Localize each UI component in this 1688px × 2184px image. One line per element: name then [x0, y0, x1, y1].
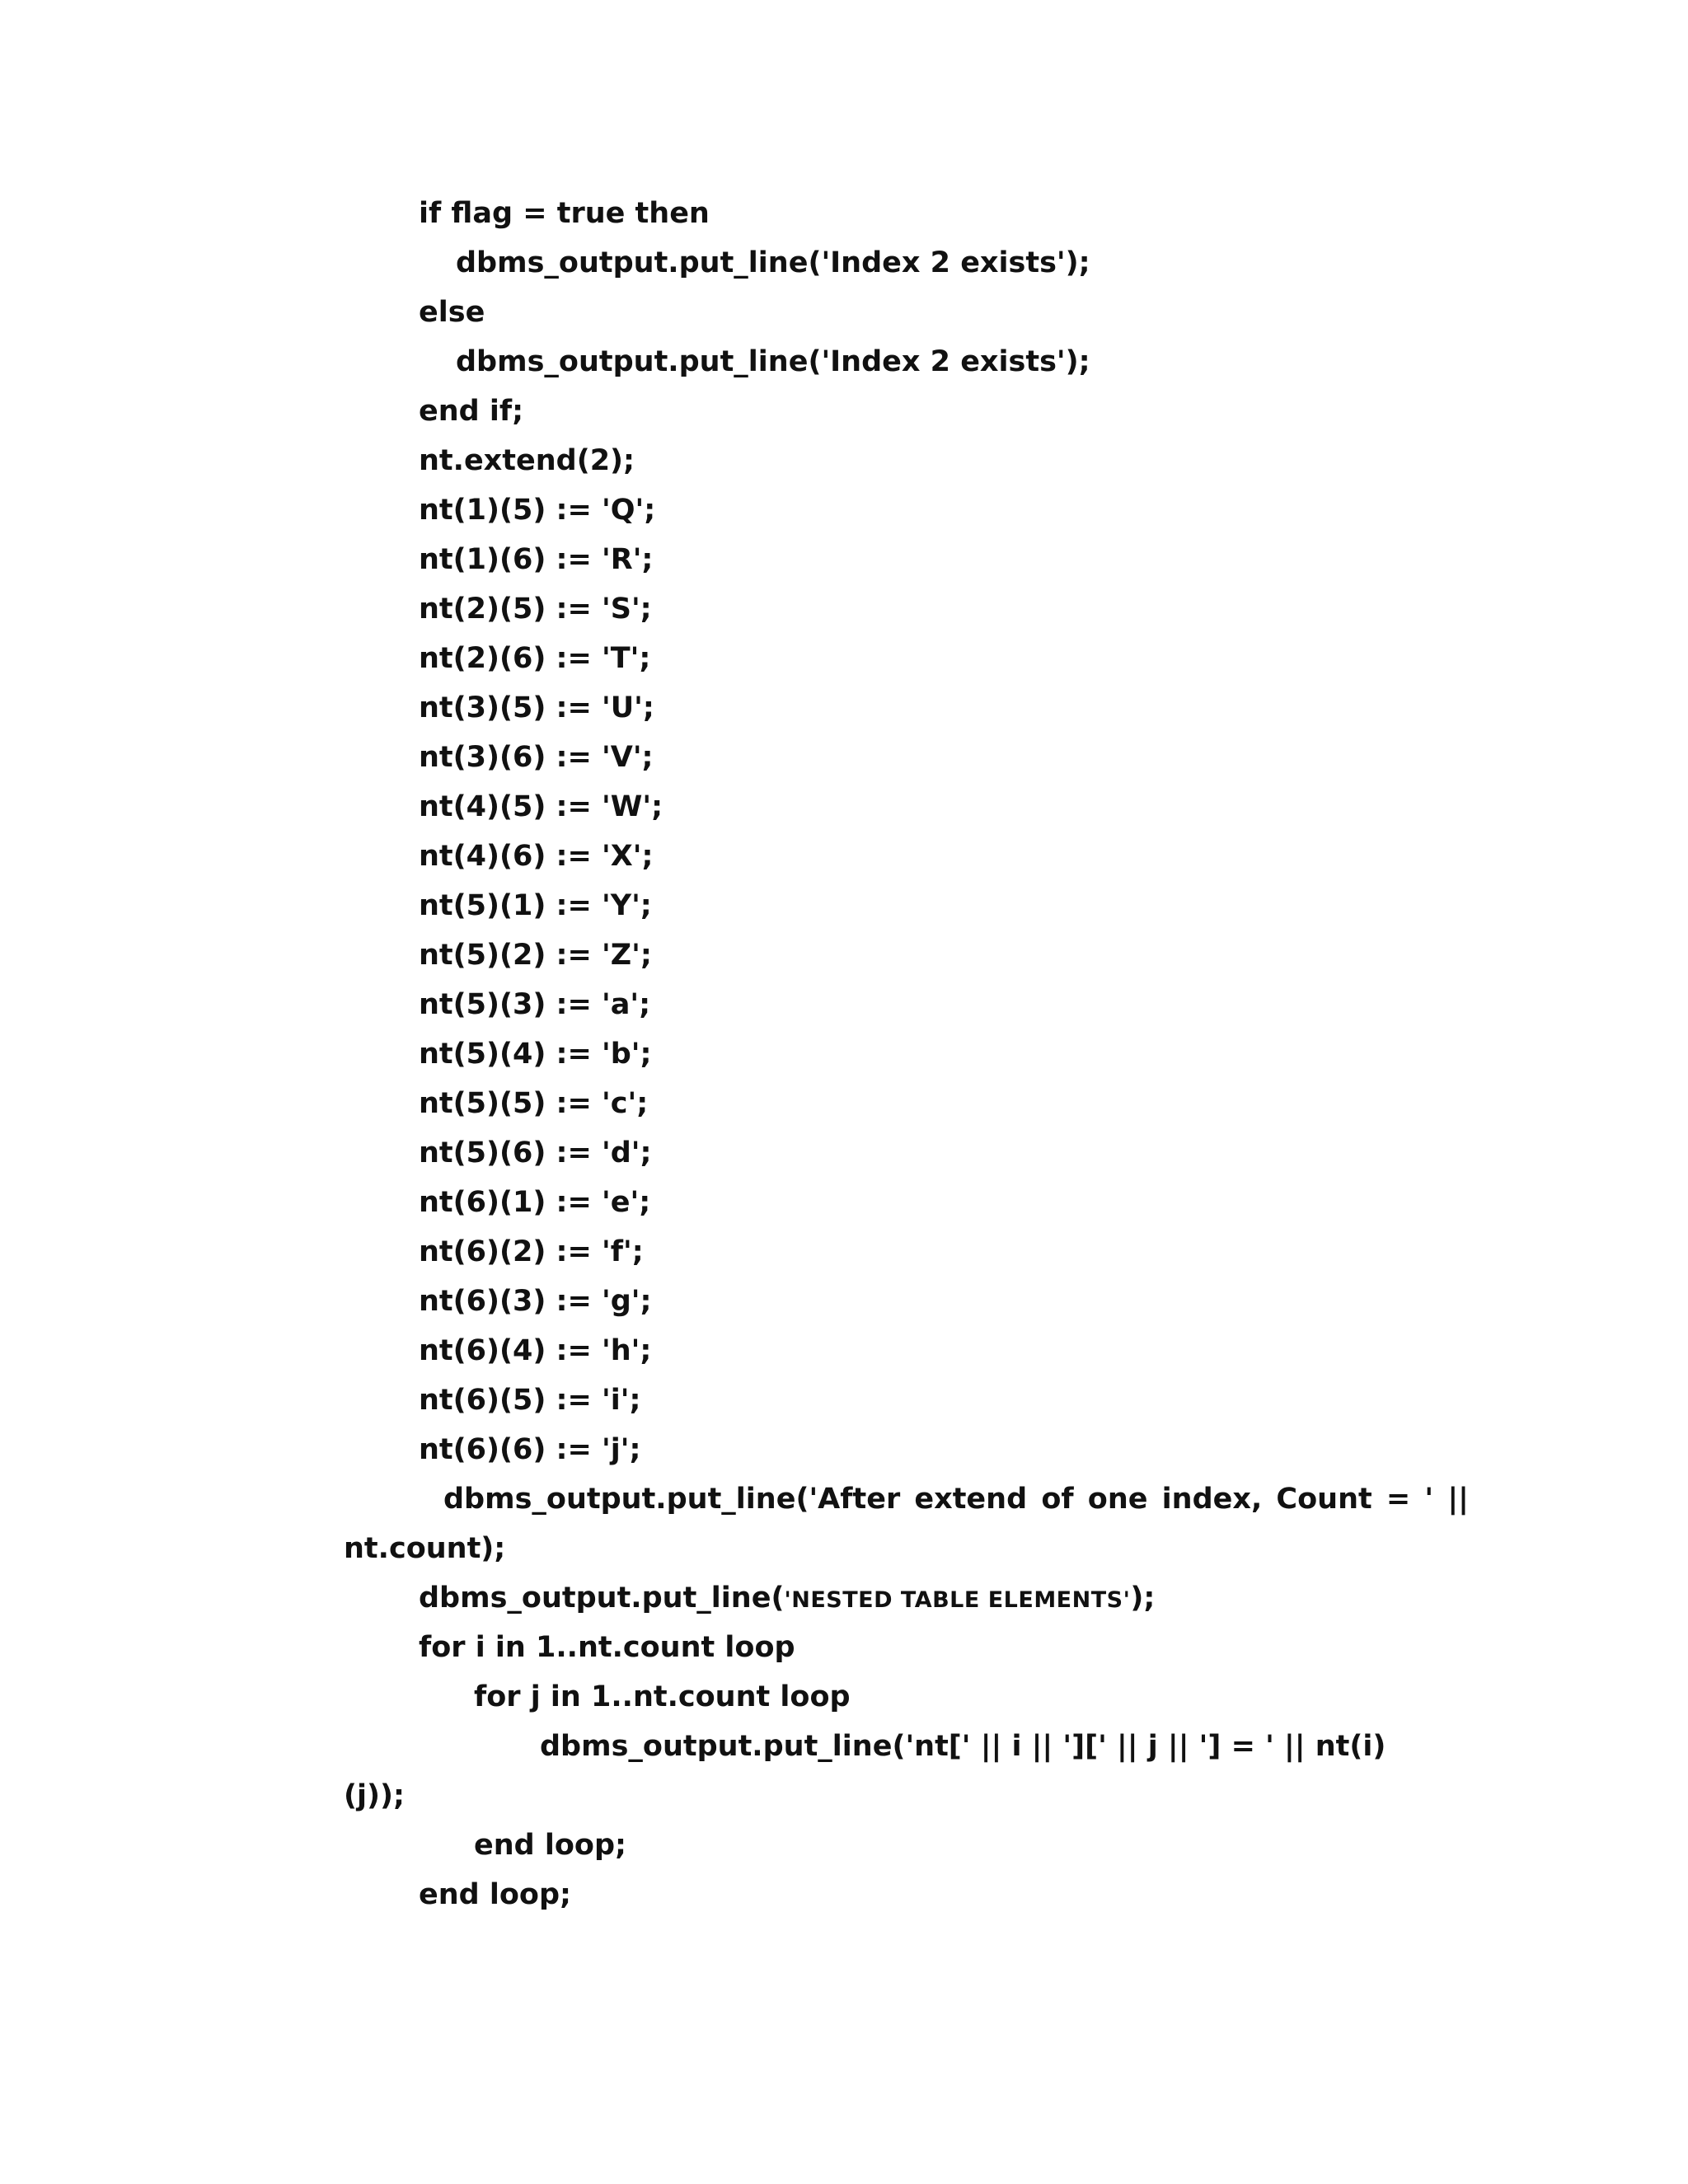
code-line: dbms_output.put_line('nt[' || i || '][' || j || '] = ' || nt(i) — [540, 1730, 1386, 1763]
nested-header-literal: 'NESTED TABLE ELEMENTS' — [784, 1587, 1131, 1613]
code-line: nt(6)(4) := 'h'; — [419, 1334, 652, 1367]
code-line: nt(5)(2) := 'Z'; — [419, 939, 652, 972]
code-line: nt(5)(5) := 'c'; — [419, 1087, 649, 1120]
code-line: nt(2)(5) := 'S'; — [419, 593, 652, 626]
code-line: nt.count); — [344, 1532, 506, 1565]
code-line: nt(6)(2) := 'f'; — [419, 1235, 644, 1268]
code-line: end loop; — [419, 1878, 572, 1911]
code-line: for i in 1..nt.count loop — [419, 1631, 795, 1664]
code-line: nt(3)(6) := 'V'; — [419, 741, 654, 774]
code-line: nt(5)(1) := 'Y'; — [419, 889, 652, 922]
code-line: nt(1)(6) := 'R'; — [419, 543, 654, 576]
code-text: ); — [1130, 1582, 1156, 1615]
code-line: nt(6)(1) := 'e'; — [419, 1186, 651, 1219]
code-line: nt(6)(5) := 'i'; — [419, 1384, 641, 1417]
code-line: else — [419, 296, 485, 329]
code-line: nt(4)(5) := 'W'; — [419, 790, 663, 823]
code-line: nt(1)(5) := 'Q'; — [419, 494, 656, 527]
code-line: nt(5)(3) := 'a'; — [419, 988, 651, 1021]
code-line: nt(6)(3) := 'g'; — [419, 1285, 652, 1318]
code-line: (j)); — [344, 1779, 405, 1812]
code-text: dbms_output.put_line( — [419, 1582, 785, 1615]
code-line: if flag = true then — [419, 197, 710, 230]
code-line: nt(5)(6) := 'd'; — [419, 1137, 652, 1169]
code-line: nt.extend(2); — [419, 444, 635, 477]
code-line: end loop; — [474, 1829, 627, 1862]
code-line: nt(3)(5) := 'U'; — [419, 691, 654, 724]
code-line: nt(5)(4) := 'b'; — [419, 1038, 652, 1071]
code-line: nt(6)(6) := 'j'; — [419, 1433, 641, 1466]
code-line: dbms_output.put_line('After extend of one index, Count = ' || — [443, 1483, 1469, 1516]
code-line — [419, 1580, 1155, 1619]
code-line: nt(2)(6) := 'T'; — [419, 642, 651, 675]
code-line: end if; — [419, 395, 524, 428]
code-line: for j in 1..nt.count loop — [474, 1680, 851, 1713]
code-line: dbms_output.put_line('Index 2 exists'); — [456, 246, 1090, 279]
code-line: dbms_output.put_line('Index 2 exists'); — [456, 345, 1090, 378]
code-line: nt(4)(6) := 'X'; — [419, 840, 654, 873]
